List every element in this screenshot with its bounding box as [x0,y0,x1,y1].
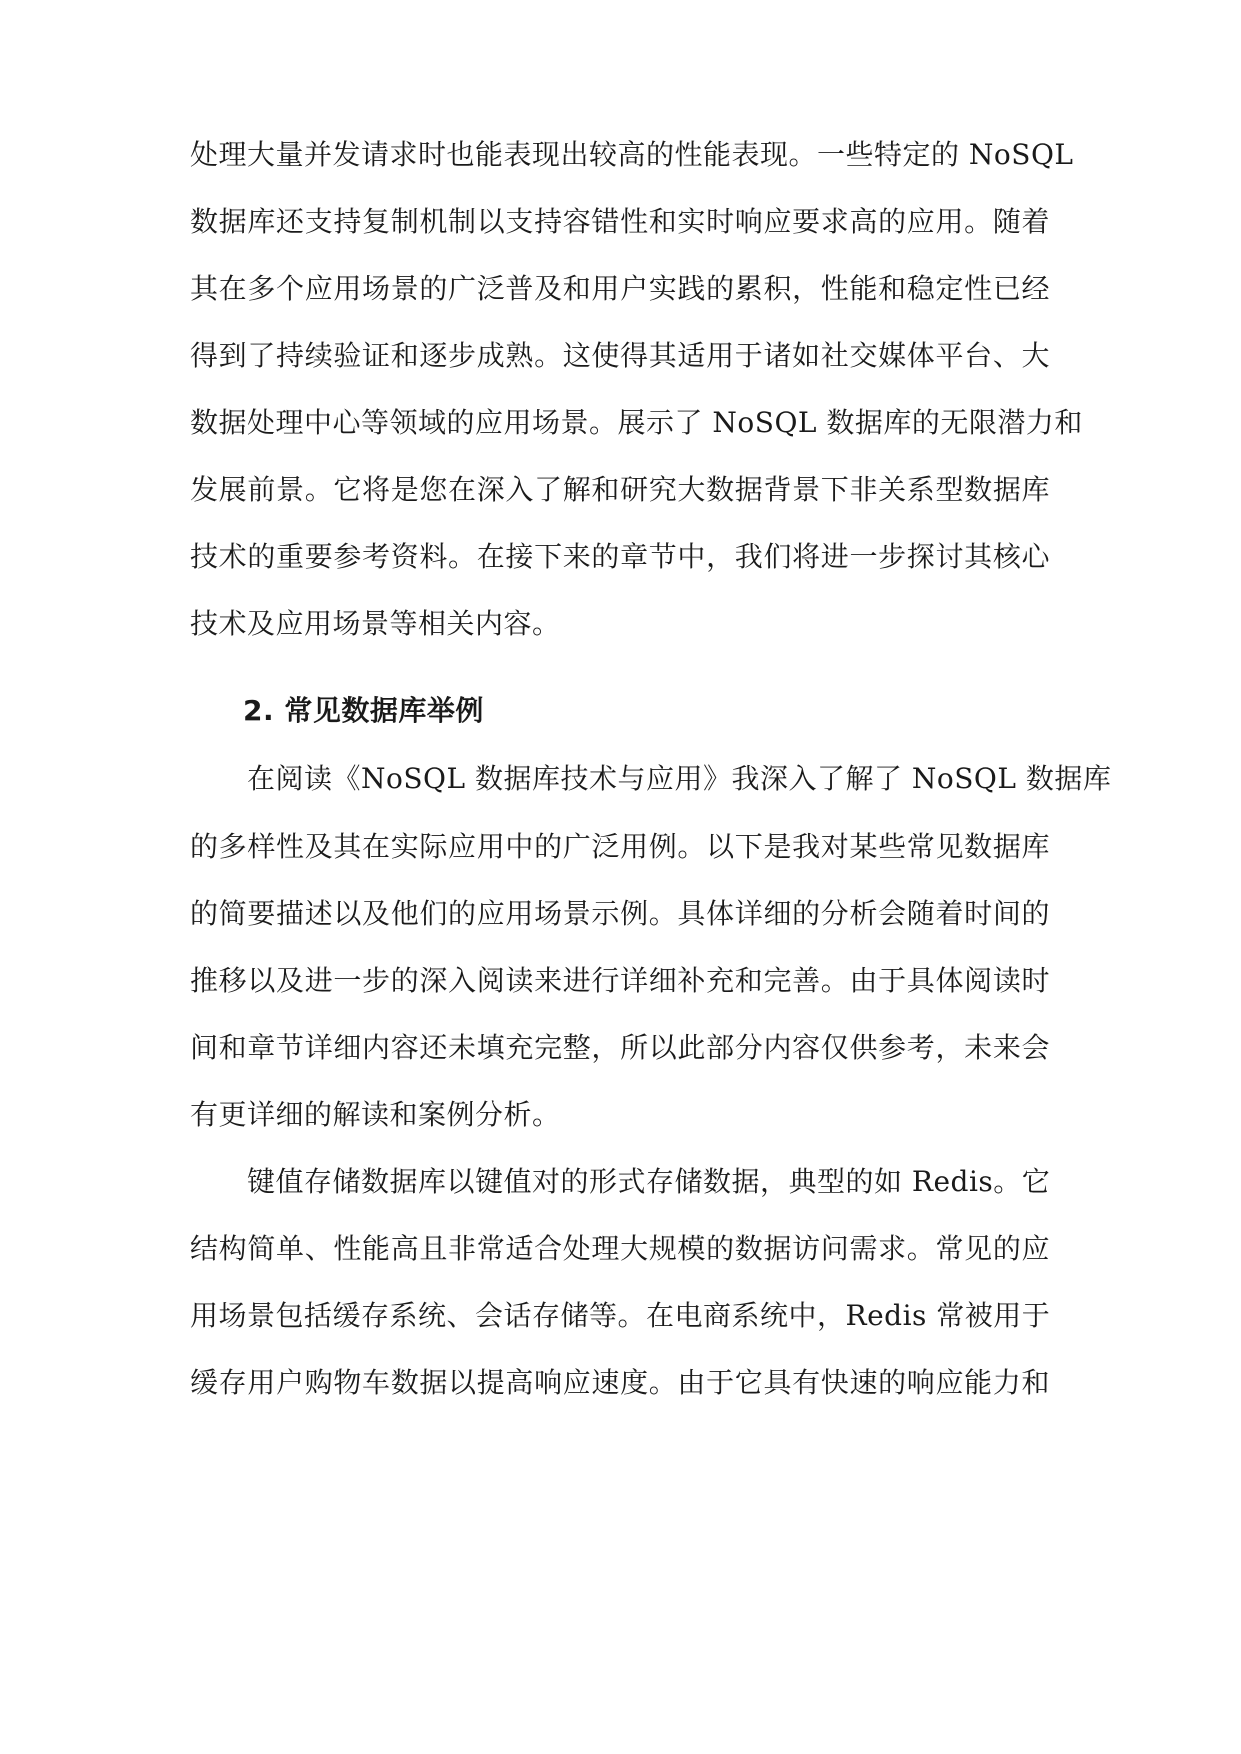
paragraph-line: 其在多个应用场景的广泛普及和用户实践的累积，性能和稳定性已经 [190,272,1050,305]
paragraph-line: 在阅读《NoSQL 数据库技术与应用》我深入了解了 NoSQL 数据库 [247,762,1112,795]
paragraph-line: 结构简单、性能高且非常适合处理大规模的数据访问需求。常见的应 [190,1232,1050,1265]
paragraph-line: 缓存用户购物车数据以提高响应速度。由于它具有快速的响应能力和 [190,1366,1050,1399]
paragraph-line: 数据处理中心等领域的应用场景。展示了 NoSQL 数据库的无限潜力和 [190,406,1083,439]
paragraph-line: 发展前景。它将是您在深入了解和研究大数据背景下非关系型数据库 [190,473,1050,506]
paragraph-line: 的简要描述以及他们的应用场景示例。具体详细的分析会随着时间的 [190,897,1050,930]
paragraph-line: 有更详细的解读和案例分析。 [190,1098,561,1131]
paragraph-line: 得到了持续验证和逐步成熟。这使得其适用于诸如社交媒体平台、大 [190,339,1050,372]
paragraph-line: 的多样性及其在实际应用中的广泛用例。以下是我对某些常见数据库 [190,830,1050,863]
section-heading: 2. 常见数据库举例 [243,694,484,727]
paragraph-line: 技术及应用场景等相关内容。 [190,607,561,640]
paragraph-line: 处理大量并发请求时也能表现出较高的性能表现。一些特定的 NoSQL [190,138,1074,171]
paragraph-line: 用场景包括缓存系统、会话存储等。在电商系统中，Redis 常被用于 [190,1299,1051,1332]
paragraph-line: 数据库还支持复制机制以支持容错性和实时响应要求高的应用。随着 [190,205,1050,238]
paragraph-line: 间和章节详细内容还未填充完整，所以此部分内容仅供参考，未来会 [190,1031,1050,1064]
paragraph-line: 技术的重要参考资料。在接下来的章节中，我们将进一步探讨其核心 [190,540,1050,573]
paragraph-line: 推移以及进一步的深入阅读来进行详细补充和完善。由于具体阅读时 [190,964,1050,997]
paragraph-line: 键值存储数据库以键值对的形式存储数据，典型的如 Redis。它 [247,1165,1051,1198]
